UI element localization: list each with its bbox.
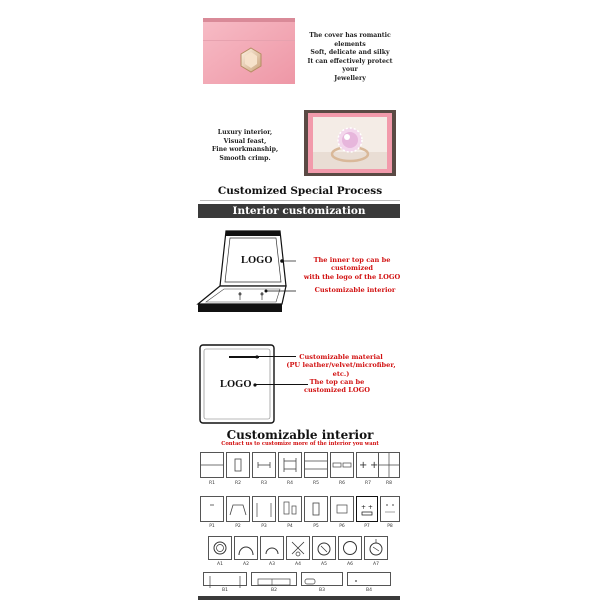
callout-line: with the logo of the LOGO (303, 272, 401, 281)
interior-tile-b3 (301, 572, 343, 586)
interior-tile-b1 (203, 572, 247, 586)
tile-label: R2 (235, 481, 241, 486)
interior-caption-line: Luxury interior, (217, 129, 273, 136)
tile-label: R5 (313, 481, 319, 486)
bottom-strip (198, 596, 400, 600)
tile-label: P6 (339, 524, 345, 529)
tile-label: R3 (261, 481, 267, 486)
interior-tile-a4 (286, 536, 310, 560)
box-top-callout-logo (302, 378, 372, 395)
interior-caption-line: Smooth crimp. (219, 154, 271, 162)
interior-customization-band: Interior customization (198, 204, 400, 218)
pink-cover-photo (203, 18, 295, 84)
tile-label: B3 (319, 588, 325, 593)
interior-tile-r6 (330, 452, 354, 478)
interior-tile-p2 (226, 496, 250, 522)
tile-label: P3 (261, 524, 267, 529)
tile-label: P5 (313, 524, 319, 529)
interior-tile-p4 (278, 496, 302, 522)
callout-line: The inner top can be customized (313, 256, 391, 273)
interior-tile-a3 (260, 536, 284, 560)
open-box-callout-interior: Customizable interior (314, 286, 396, 294)
interior-tile-a7 (364, 536, 388, 560)
tile-label: R7 (365, 481, 371, 486)
tile-label: A6 (347, 562, 353, 567)
tile-label: A5 (321, 562, 327, 567)
interior-tile-r8 (378, 452, 400, 478)
svg-text:+: + (370, 460, 379, 471)
tile-label: R1 (209, 481, 215, 486)
tile-label: A3 (269, 562, 275, 567)
open-box-diagram (196, 228, 296, 318)
interior-caption-line: Visual feast, (223, 137, 267, 145)
interior-tile-a5 (312, 536, 336, 560)
interior-tile-p8 (380, 496, 400, 522)
interior-tile-b4 (347, 572, 391, 586)
tile-label: P2 (235, 524, 241, 529)
process-title: Customized Special Process (217, 185, 383, 197)
process-divider (200, 200, 400, 201)
tile-label: P7 (364, 524, 370, 529)
cover-caption-line: Jewellery (334, 74, 366, 82)
open-box-callout-inner-top (297, 256, 407, 281)
interior-tile-b2 (251, 572, 297, 586)
interior-tile-p6 (330, 496, 354, 522)
tile-label: P8 (387, 524, 393, 529)
interior-tile-r5 (304, 452, 328, 478)
interior-subtitle: Contact us to customize more of the interior you want (221, 441, 379, 447)
interior-tile-a2 (234, 536, 258, 560)
interior-tile-r2 (226, 452, 250, 478)
interior-tile-r7 (356, 452, 380, 478)
interior-tile-p3 (252, 496, 276, 522)
interior-tile-a1 (208, 536, 232, 560)
cover-caption (300, 32, 400, 84)
tile-label: R8 (386, 481, 392, 486)
tile-label: P4 (287, 524, 293, 529)
tile-label: B4 (366, 588, 372, 593)
box-top-logo: LOGO (220, 379, 252, 390)
box-top-callout-material (279, 353, 403, 378)
interior-tile-r1 (200, 452, 224, 478)
callout-line: (PU leather/velvet/microfiber, etc.) (286, 361, 396, 378)
tile-label: A7 (373, 562, 379, 567)
callout-line: Customizable material (299, 353, 383, 361)
interior-caption-line: Fine workmanship, (211, 146, 279, 154)
svg-text:+: + (359, 460, 368, 471)
ring-box-photo (304, 110, 396, 176)
interior-tile-a6 (338, 536, 362, 560)
interior-tile-p5 (304, 496, 328, 522)
cover-caption-line: The cover has romantic elements (309, 32, 391, 48)
box-top-pointer2 (256, 384, 308, 385)
interior-tile-p7 (356, 496, 378, 522)
cover-caption-line: Soft, delicate and silky (310, 49, 390, 57)
interior-tile-r4 (278, 452, 302, 478)
tile-label: A4 (295, 562, 301, 567)
interior-title: Customizable interior (226, 428, 374, 442)
tile-label: R4 (287, 481, 293, 486)
callout-line: The top can be (309, 378, 365, 386)
interior-tile-p1 (200, 496, 224, 522)
tile-label: R6 (339, 481, 345, 486)
tile-label: B1 (222, 588, 228, 593)
callout-line: customized LOGO (303, 386, 371, 395)
svg-text:+ +: + + (361, 504, 373, 511)
open-box-logo: LOGO (241, 255, 273, 266)
tile-label: A1 (217, 562, 223, 567)
interior-caption (205, 129, 285, 163)
cover-caption-line: It can effectively protect your (307, 57, 393, 74)
tile-label: B2 (271, 588, 277, 593)
interior-tile-r3 (252, 452, 276, 478)
tile-label: P1 (209, 524, 215, 529)
tile-label: A2 (243, 562, 249, 567)
